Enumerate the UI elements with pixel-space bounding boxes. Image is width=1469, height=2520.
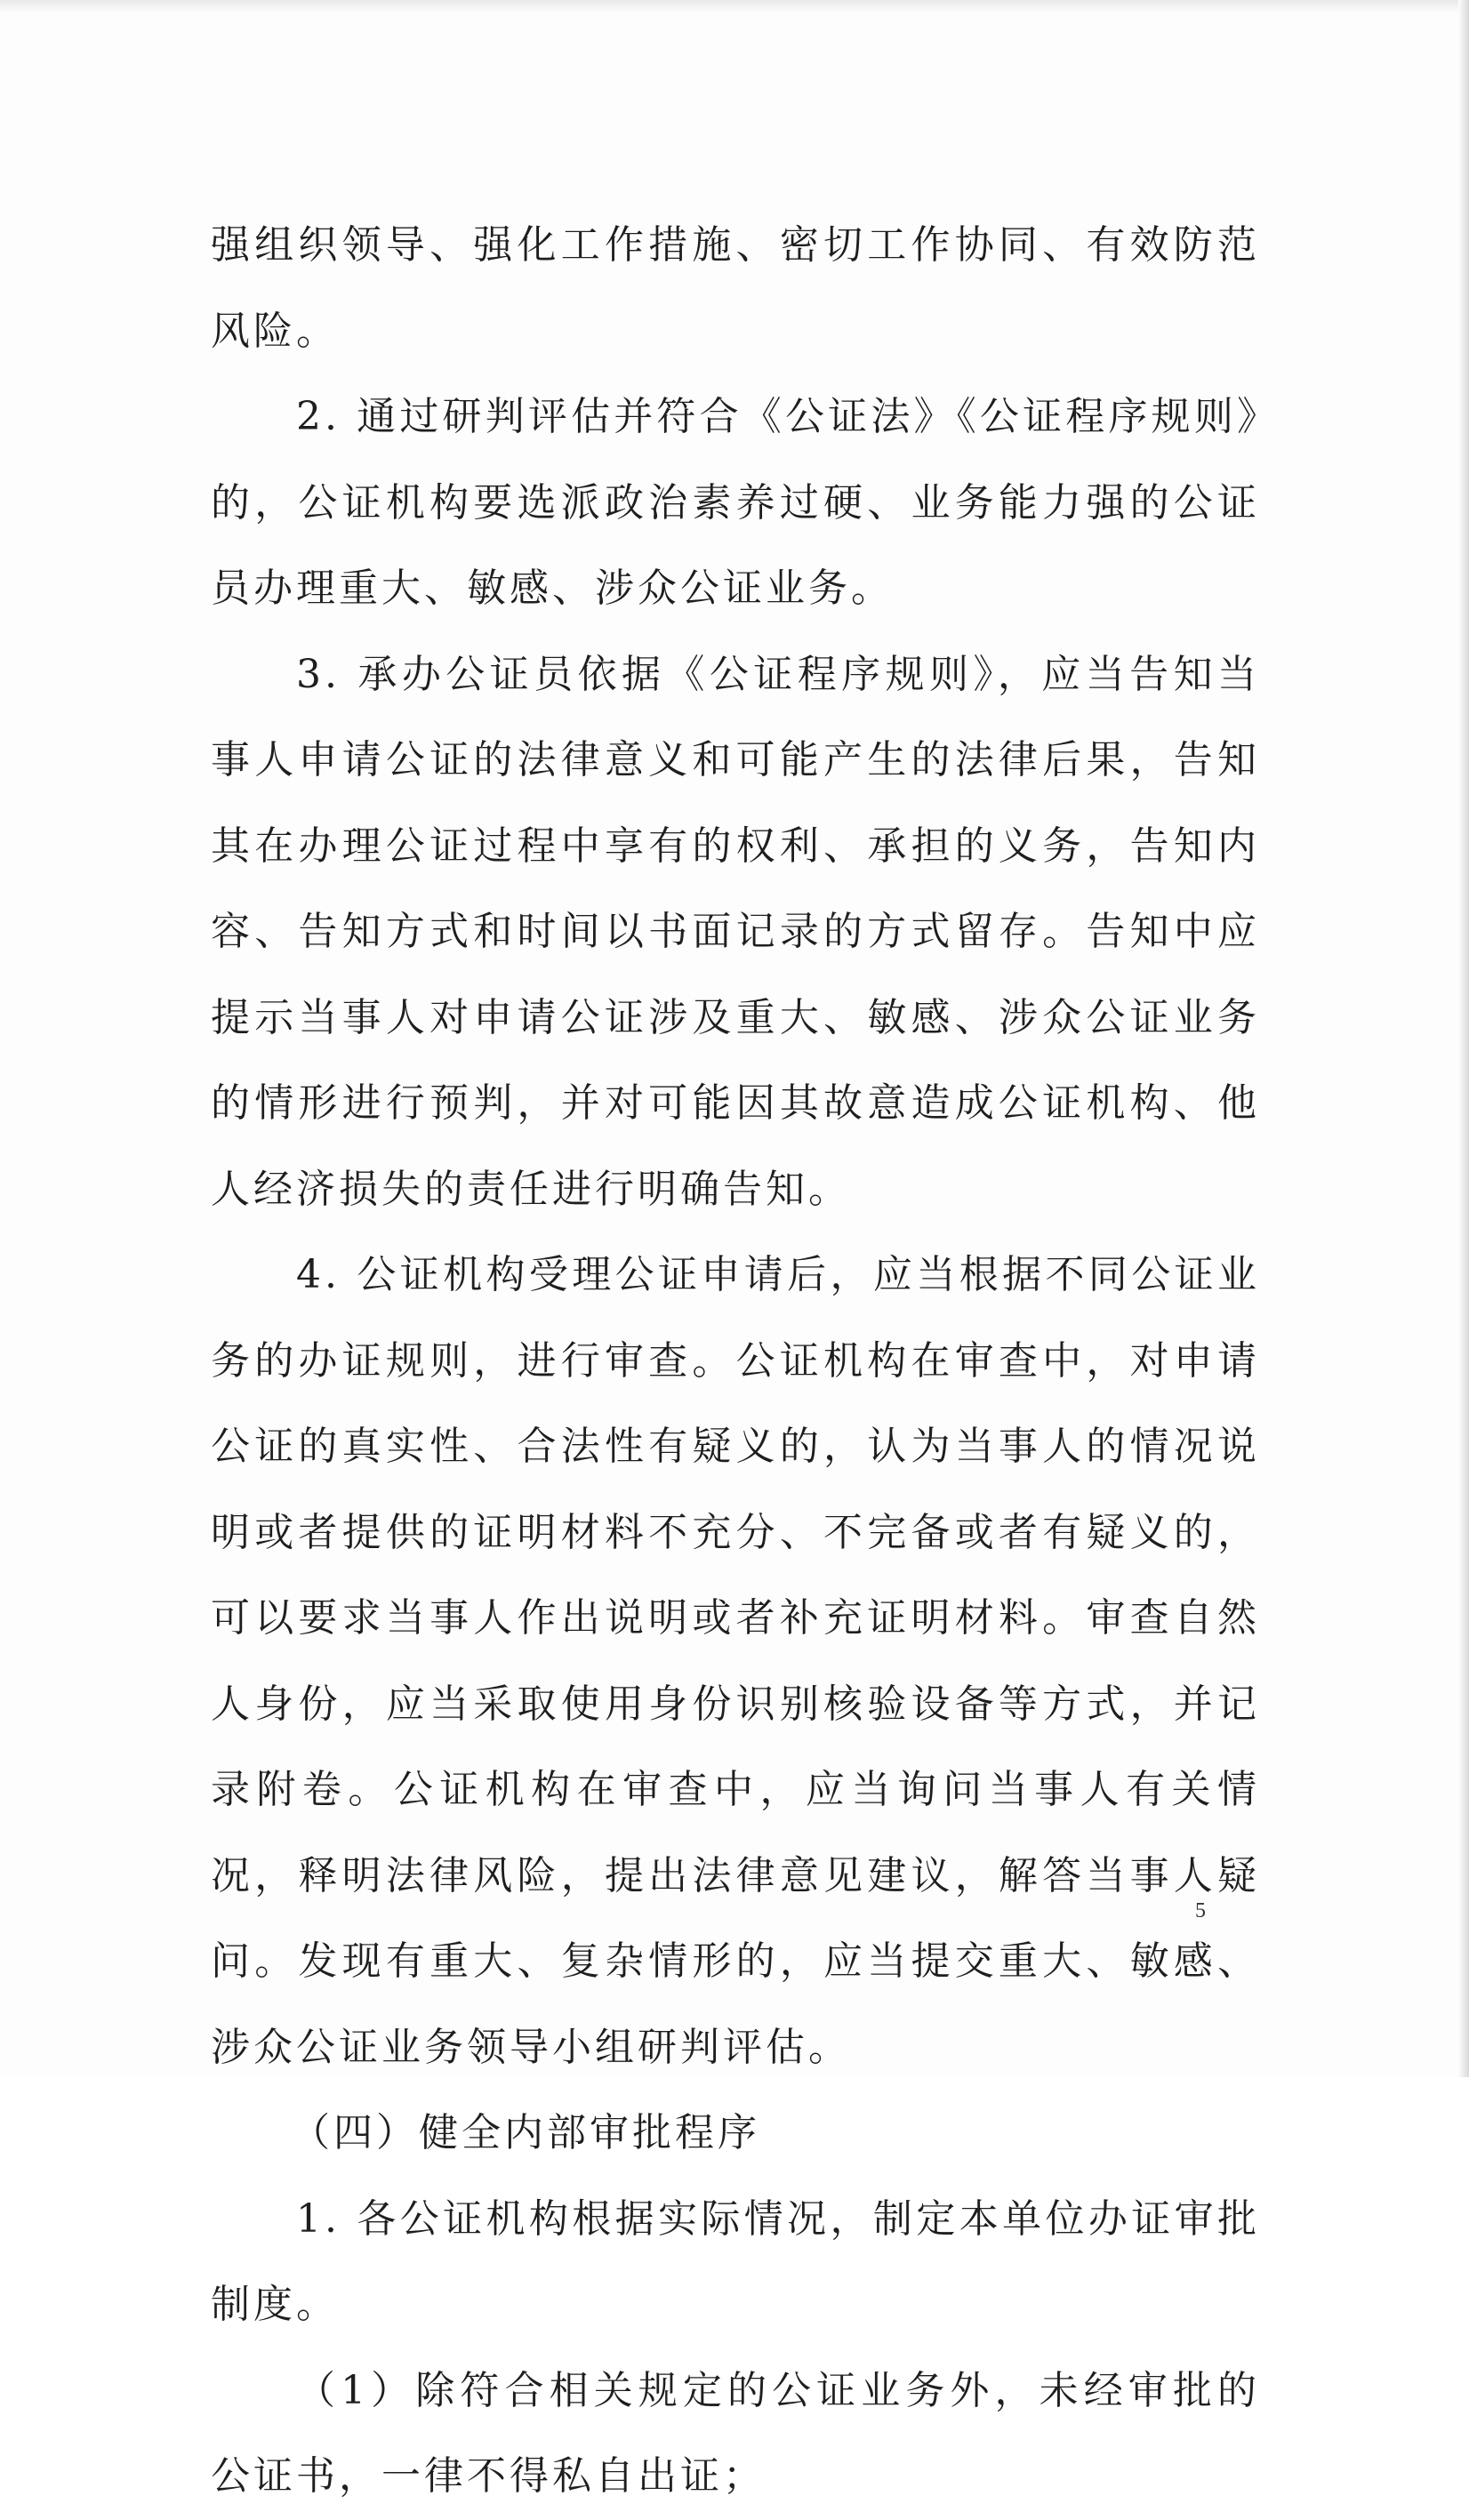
paragraph-continuation: 强组织领导、强化工作措施、密切工作协同、有效防范风险。 bbox=[211, 222, 1260, 354]
paragraph-item-4: 4. 公证机构受理公证申请后，应当根据不同公证业务的办证规则，进行审查。公证机构在审查中，对申请公证的真实性、合法性有疑义的，认为当事人的情况说明或者提供的证明材料不充分、不完备或者有疑义的，可以要求当事人作出说明或者补充证明材料。审查自然人身份，应当采取使用身份识别核验设备等方式，并记录附卷。公证机构在审查中，应当询问当事人有关情况，释明法律风险，提出法律意见建议，解答当事人疑问。发现有重大、复杂情形的，应当提交重大、敏感、涉众公证业务领导小组研判评估。 bbox=[211, 1252, 1260, 2070]
paragraph-item-1: 1. 各公证机构根据实际情况，制定本单位办证审批制度。 bbox=[211, 2195, 1260, 2327]
paragraph-subitem-1: （1）除符合相关规定的公证业务外，未经审批的公证书，一律不得私自出证； bbox=[211, 2367, 1260, 2499]
section-heading: （四）健全内部审批程序 bbox=[291, 2110, 760, 2155]
scan-top-edge bbox=[0, 0, 1469, 12]
paragraph-item-3: 3. 承办公证员依据《公证程序规则》，应当告知当事人申请公证的法律意义和可能产生的法律后果，告知其在办理公证过程中享有的权利、承担的义务，告知内容、告知方式和时间以书面记录的方式留存。告知中应提示当事人对申请公证涉及重大、敏感、涉众公证业务的情形进行预判，并对可能因其故意造成公证机构、他人经济损失的责任进行明确告知。 bbox=[211, 651, 1260, 1212]
document-body bbox=[211, 203, 1260, 2520]
paragraph-item-2: 2. 通过研判评估并符合《公证法》《公证程序规则》的，公证机构要选派政治素养过硬、业务能力强的公证员办理重大、敏感、涉众公证业务。 bbox=[211, 394, 1260, 611]
page-number: 5 bbox=[1195, 1899, 1206, 1922]
scan-right-edge bbox=[1458, 0, 1469, 2077]
